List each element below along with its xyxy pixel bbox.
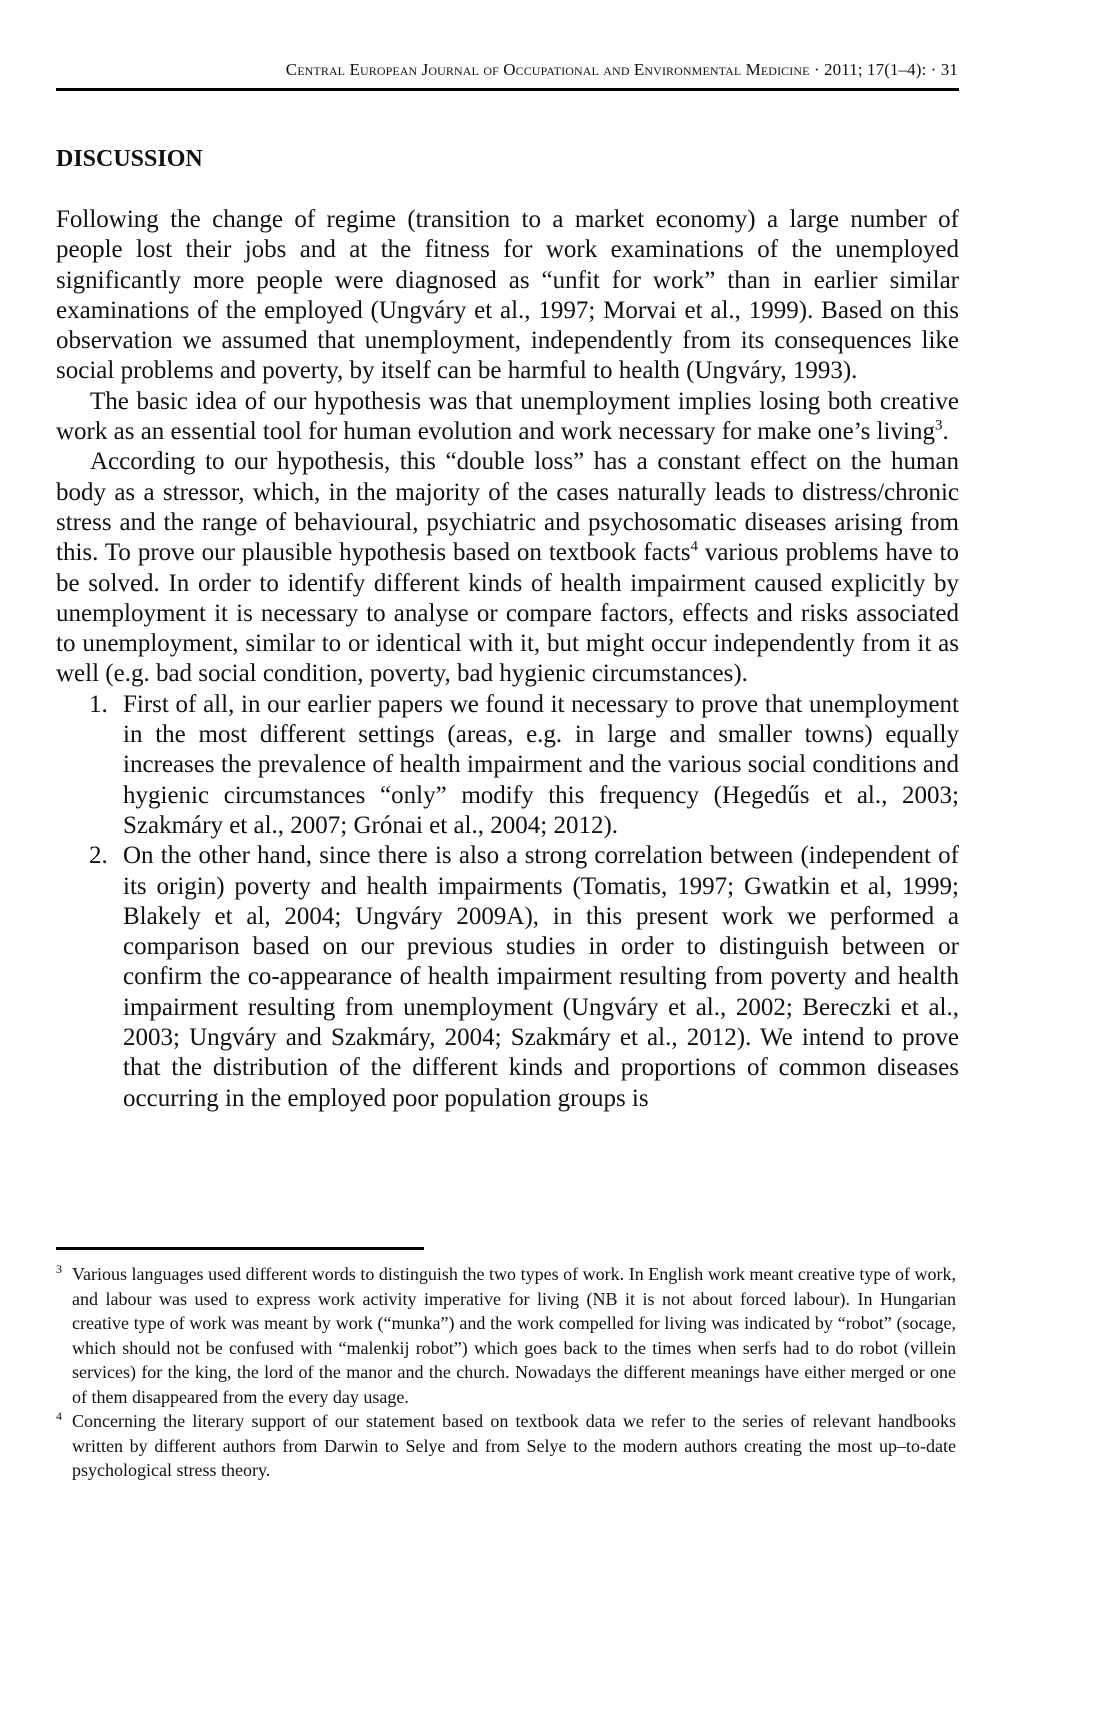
paragraph xyxy=(56,447,959,689)
footnote-text: Concerning the literary support of our statement based on textbook data we refer to the series of relevant handbooks written by different authors from Darwin to Selye and from Selye to the modern authors creating the most up–to-date psychological stress theory. xyxy=(72,1411,956,1480)
citation: · 2011; 17(1–4): · 31 xyxy=(813,60,958,79)
list-item xyxy=(56,690,959,841)
paragraph: The basic idea of our hypothesis was that unemployment implies losing both creative work as an essential tool for human evolution and work necessary for make one’s living$^3$. xyxy=(56,387,959,446)
journal-name: Central European Journal of Occupational and Environmental Medicine xyxy=(285,60,810,79)
footnote xyxy=(56,1262,956,1409)
list-number: 1. xyxy=(89,690,108,718)
list-text: On the other hand, since there is also a strong correlation between (independent of its origin) poverty and health impairments (Tomatis, 1997; Gwatkin et al, 1999; Blakely et al, 2004; Ungváry 2009A), in this present work we performed a comparison based on our previous studies in order to distinguish between or confirm the co-appearance of health impairment resulting from poverty and health impairment resulting from unemployment (Ungváry et al., 2002; Bereczki et al., 2003; Ungváry and Szakmáry, 2004; Szakmáry et al., 2012). We intend to prove that the distribution of the different kinds and proportions of common diseases occurring in the employed poor population groups is xyxy=(123,842,959,1112)
footnote-mark: 4 xyxy=(56,1409,62,1423)
footnote-mark: 3 xyxy=(56,1262,62,1276)
paragraph-text: various problems have to be solved. In order to identify different kinds of health impairment caused explicitly by unemployment it is necessary to analyse or compare factors, effects and risks associated to unemployment, similar to or identical with it, but might occur independently from it as well (e.g. bad social condition, poverty, bad hygienic circumstances). xyxy=(56,539,960,688)
footnotes xyxy=(56,1262,956,1483)
section-title: DISCUSSION xyxy=(56,146,203,172)
running-head xyxy=(56,60,958,80)
paragraph-text: According to our hypothesis, this “double loss” has a constant effect on the human body as a stressor, which, in the majority of the cases naturally leads to distress/chronic stress and the range of behavioural, psychiatric and psychosomatic diseases arising from this. To prove our plausible hypothesis based on textbook facts xyxy=(56,448,959,567)
paragraph: Following the change of regime (transition to a market economy) a large number of people lost their jobs and at the fitness for work examinations of the unemployed significantly more people were diagnosed as “unfit for work” than in earlier similar examinations of the employed (Ungváry et al., 1997; Morvai et al., 1999). Based on this observation we assumed that unemployment, independently from its consequences like social problems and poverty, by itself can be harmful to health (Ungváry, 1993). xyxy=(56,206,959,385)
header-rule xyxy=(56,88,959,91)
list-item xyxy=(56,841,959,1114)
footnote xyxy=(56,1409,956,1483)
footnote-ref[interactable]: 3 xyxy=(934,417,943,434)
list-text: First of all, in our earlier papers we found it necessary to prove that unemployment in the most different settings (areas, e.g. in large and smaller towns) equally increases the prevalence of health impairment and the various social conditions and hygienic circumstances “only” modify this frequency (Hegedűs et al., 2003; Szakmáry et al., 2007; Grónai et al., 2004; 2012). xyxy=(123,690,959,839)
list-number: 2. xyxy=(89,842,108,870)
footnote-ref[interactable]: 4 xyxy=(690,538,698,555)
footnote-rule xyxy=(56,1247,424,1250)
footnote-text: Various languages used different words to distinguish the two types of work. In English work meant creative type of work, and labour was used to express work activity imperative for living (NB it is not about forced labour). In Hungarian creative type of work was meant by work (“munka”) and the work compelled for living was indicated by “robot” (socage, which should not be confused with “malenkij robot”) which goes back to the times when serfs had to do robot (villein services) for the king, the lord of the manor and the church. Nowadays the different meanings have either merged or one of them disappeared from the every day usage. xyxy=(72,1264,956,1407)
numbered-list xyxy=(56,690,959,1114)
body-text xyxy=(56,205,959,1114)
paragraph-text: The basic idea of our hypothesis was that unemployment implies losing both creative work as an essential tool for human evolution and work necessary for make one’s living xyxy=(56,387,959,446)
